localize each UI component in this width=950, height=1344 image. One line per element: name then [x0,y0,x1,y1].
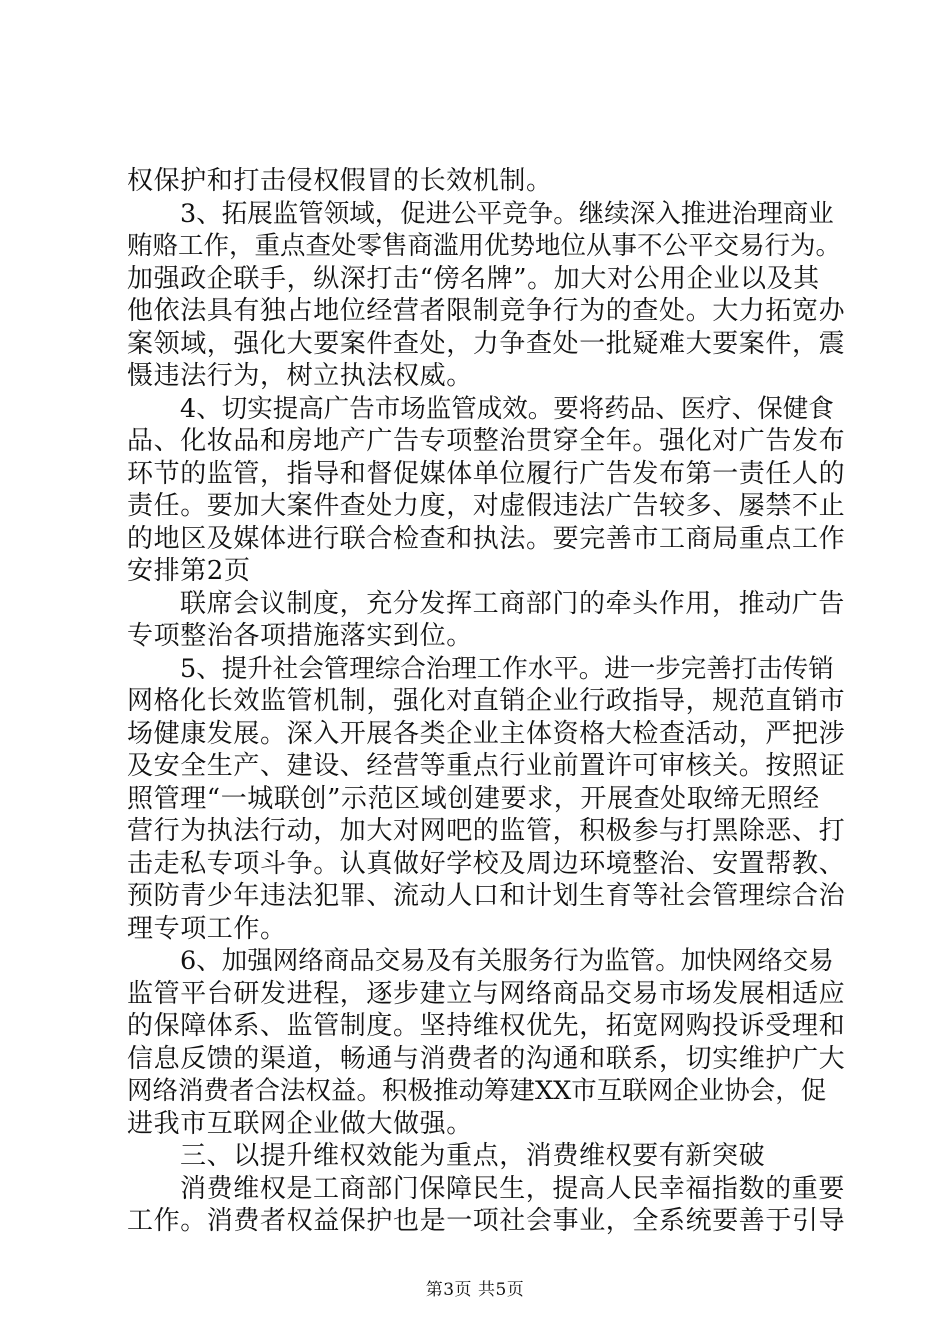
text-line: 信息反馈的渠道，畅通与消费者的沟通和联系，切实维护广大 [127,1043,846,1074]
text-line: 监管平台研发进程，逐步建立与网络商品交易市场发展相适应 [127,978,846,1009]
page-number-footer: 第3页 共5页 [425,1280,525,1300]
text-line: 品、化妆品和房地产广告专项整治贯穿全年。强化对广告发布 [127,426,846,456]
text-line: 3、拓展监管领域，促进公平竞争。继续深入推进治理商业 [180,198,834,229]
text-line: 及安全生产、建设、经营等重点行业前置许可审核关。按照证 [127,751,846,781]
text-line: 责任。要加大案件查处力度，对虚假违法广告较多、屡禁不止 [127,491,846,521]
text-line: 5、提升社会管理综合治理工作水平。进一步完善打击传销 [180,653,834,684]
text-line: 贿赂工作，重点查处零售商滥用优势地位从事不公平交易行为。 [127,231,842,261]
text-line: 环节的监管，指导和督促媒体单位履行广告发布第一责任人的 [127,458,846,489]
text-line: 工作。消费者权益保护也是一项社会事业，全系统要善于引导 [127,1206,846,1236]
text-line: 的地区及媒体进行联合检查和执法。要完善市工商局重点工作 [127,523,846,554]
text-line: 权保护和打击侵权假冒的长效机制。 [127,166,553,196]
text-line: 慑违法行为，树立执法权威。 [127,361,473,391]
text-line: 消费维权是工商部门保障民生，提高人民幸福指数的重要 [180,1173,846,1204]
text-line: 场健康发展。深入开展各类企业主体资格大检查活动，严把涉 [127,718,846,749]
section-heading: 三、以提升维权效能为重点，消费维权要有新突破 [180,1141,766,1171]
text-line: 营行为执法行动，加大对网吧的监管，积极参与打黑除恶、打 [127,816,846,846]
text-line: 6、加强网络商品交易及有关服务行为监管。加快网络交易 [180,946,834,976]
text-line: 专项整治各项措施落实到位。 [127,621,473,651]
text-line: 4、切实提高广告市场监管成效。要将药品、医疗、保健食 [180,393,834,424]
text-line: 击走私专项斗争。认真做好学校及周边环境整治、安置帮教、 [127,848,846,879]
text-line: 网格化长效监管机制，强化对直销企业行政指导，规范直销市 [127,686,846,716]
text-line: 照管理“一城联创”示范区域创建要求，开展查处取缔无照经 [127,783,820,814]
text-line: 他依法具有独占地位经营者限制竞争行为的查处。大力拓宽办 [127,296,846,326]
text-line: 理专项工作。 [127,913,287,944]
text-line: 网络消费者合法权益。积极推动筹建XX市互联网企业协会，促 [127,1076,827,1106]
text-line: 预防青少年违法犯罪、流动人口和计划生育等社会管理综合治 [127,881,846,911]
text-line: 联席会议制度，充分发挥工商部门的牵头作用，推动广告 [180,588,846,619]
text-line: 的保障体系、监管制度。坚持维权优先，拓宽网购投诉受理和 [127,1011,846,1041]
text-line: 加强政企联手，纵深打击“傍名牌”。加大对公用企业以及其 [127,263,820,294]
text-line: 进我市互联网企业做大做强。 [127,1108,473,1139]
text-line: 案领域，强化大要案件查处，力争查处一批疑难大要案件，震 [127,328,846,359]
text-line: 安排第2页 [127,556,251,586]
